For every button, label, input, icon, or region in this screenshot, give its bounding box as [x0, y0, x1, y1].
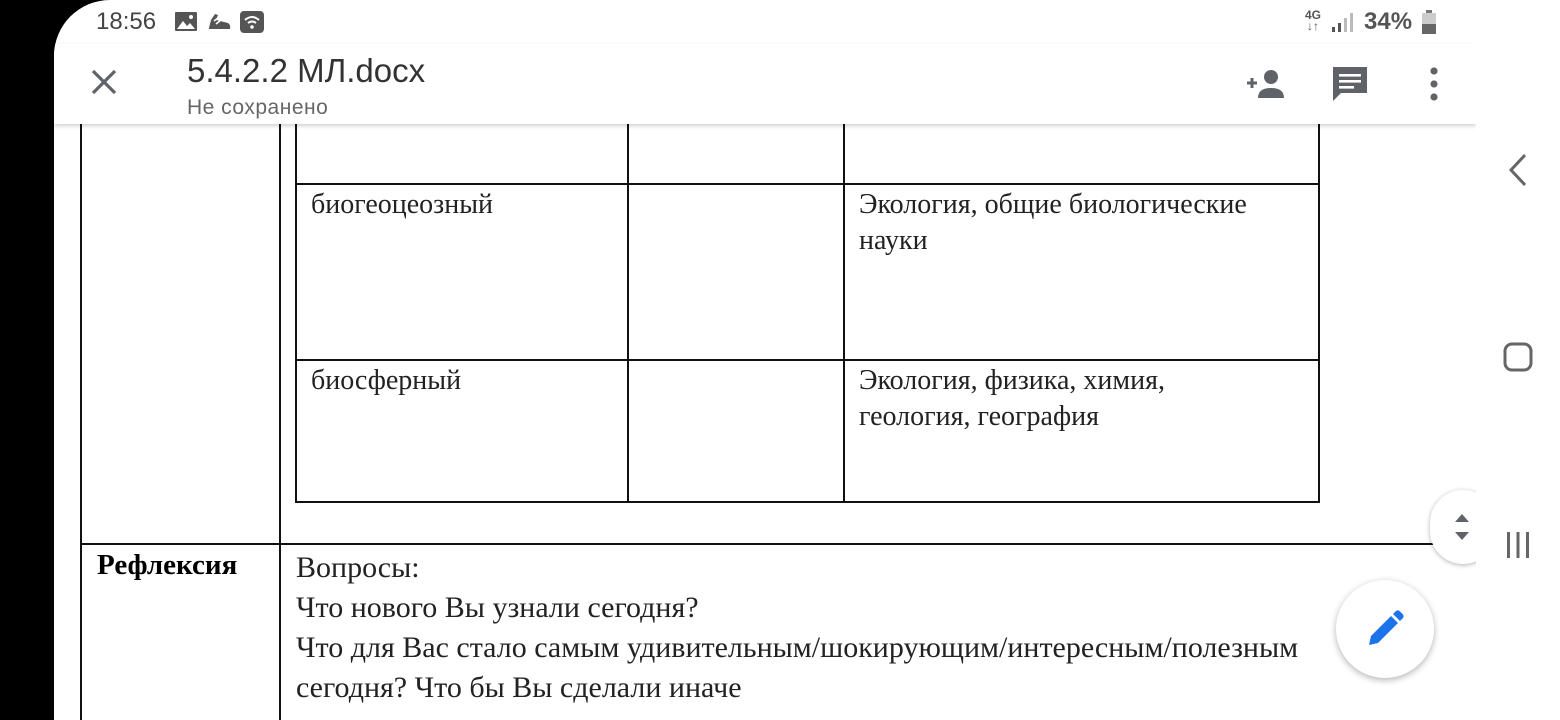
- network-type-icon: 4G ↓↑: [1304, 8, 1321, 33]
- scroll-arrows-icon: [1430, 490, 1476, 564]
- table-cell-level: биосферный: [311, 365, 462, 396]
- save-status: Не сохранено: [187, 96, 329, 119]
- inner-table-bottom-border: [295, 501, 1320, 503]
- status-bar: [54, 0, 1476, 44]
- table-cell-sciences: Экология, общие биологические науки: [859, 189, 1247, 256]
- status-time: 18:56: [96, 8, 157, 35]
- back-button[interactable]: [1498, 150, 1538, 190]
- inner-table-row-line-2: [295, 359, 1320, 361]
- phone-screen: [54, 0, 1476, 720]
- table-cell-level: биогеоцеозный: [311, 189, 494, 220]
- outer-table-left-border: [80, 124, 82, 720]
- recent-apps-button[interactable]: [1498, 525, 1538, 565]
- home-square-icon: [1502, 341, 1534, 373]
- inner-table-right-border: [1318, 124, 1320, 503]
- gallery-icon: [174, 10, 198, 34]
- inner-table-divider-1: [627, 124, 629, 503]
- navigation-bar: [1476, 0, 1560, 720]
- battery-percent: 34%: [1364, 8, 1413, 35]
- add-person-icon: [1244, 66, 1288, 102]
- edit-fab-button[interactable]: [1336, 580, 1434, 678]
- outer-table-column-divider: [279, 124, 281, 720]
- shoe-icon: [206, 10, 230, 34]
- inner-table-row-line-1: [295, 183, 1320, 185]
- close-button[interactable]: [82, 60, 126, 104]
- close-icon: [90, 68, 118, 96]
- recent-apps-icon: [1504, 530, 1532, 560]
- more-vert-icon: [1429, 67, 1439, 101]
- more-options-button[interactable]: [1410, 60, 1458, 108]
- reflection-questions: Вопросы: Что нового Вы узнали сегодня? Что для Вас стало самым удивительным/шокирующим/интересным/полезным сегодня? Что бы Вы сделали иначе: [296, 551, 1299, 704]
- comment-icon: [1331, 65, 1369, 103]
- comments-button[interactable]: [1326, 60, 1374, 108]
- table-cell-sciences: Экология, физика, химия, геология, география: [859, 365, 1165, 432]
- battery-icon: [1422, 10, 1436, 34]
- wifi-icon: [240, 10, 264, 34]
- outer-table-row-divider: [80, 543, 1476, 545]
- home-button[interactable]: [1498, 337, 1538, 377]
- document-view[interactable]: [54, 124, 1476, 720]
- signal-icon: [1330, 10, 1354, 34]
- share-button[interactable]: [1242, 60, 1290, 108]
- inner-table-left-border: [295, 124, 297, 503]
- reflection-label: Рефлексия: [97, 549, 238, 581]
- document-title: 5.4.2.2 МЛ.docx: [187, 52, 426, 89]
- pencil-icon: [1365, 609, 1405, 649]
- fast-scroll-handle[interactable]: [1430, 490, 1476, 564]
- back-chevron-icon: [1508, 153, 1528, 187]
- inner-table-divider-2: [843, 124, 845, 503]
- app-bar: [54, 44, 1476, 124]
